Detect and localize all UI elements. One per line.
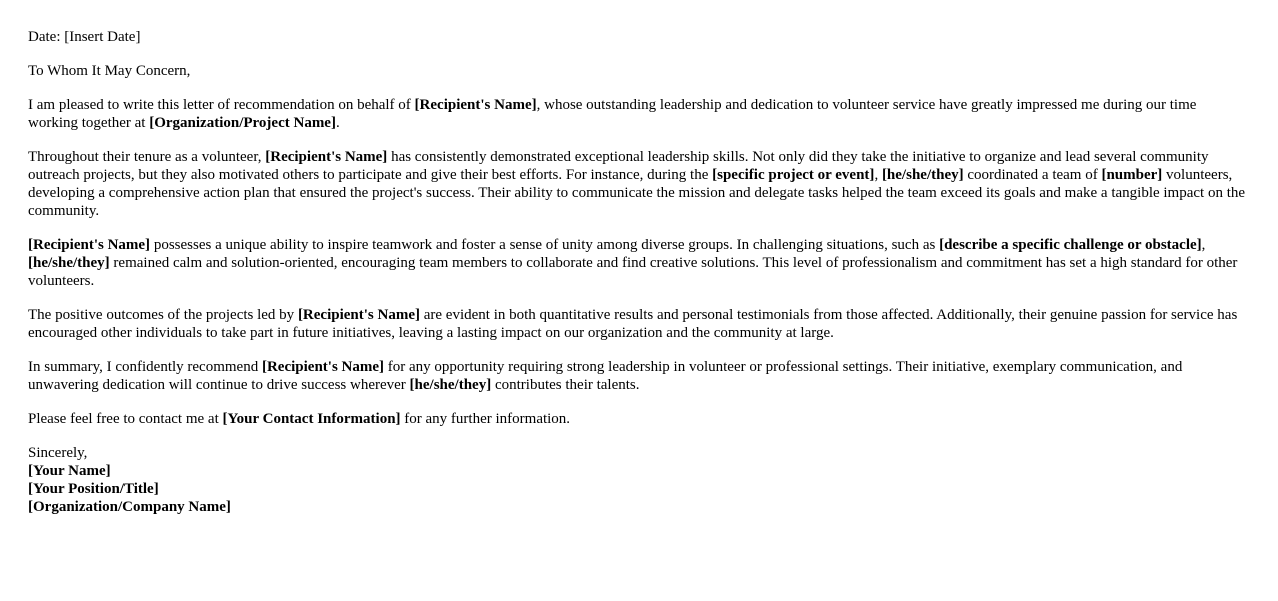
paragraph-summary bbox=[28, 358, 1250, 394]
text-run: , bbox=[1201, 237, 1206, 253]
text-run: , whose outstanding leadership and dedication to volunteer service have greatly impressed me during our time working together at bbox=[28, 97, 1197, 131]
placeholder-pronoun: [he/she/they] bbox=[28, 255, 110, 271]
placeholder-recipient-name: [Recipient's Name] bbox=[261, 359, 385, 375]
placeholder-recipient-name: [Recipient's Name] bbox=[414, 97, 537, 113]
paragraph-leadership bbox=[28, 148, 1250, 220]
recommendation-letter bbox=[28, 28, 1250, 532]
text-run: Please feel free to contact me at bbox=[28, 411, 223, 427]
placeholder-contact-information: [Your Contact Information] bbox=[222, 411, 401, 427]
text-run: , bbox=[874, 167, 882, 183]
placeholder-recipient-name: [Recipient's Name] bbox=[297, 307, 420, 323]
date-text: Date: [Insert Date] bbox=[28, 29, 141, 45]
text-run: . bbox=[335, 115, 340, 131]
placeholder-challenge: [describe a specific challenge or obstacle] bbox=[939, 237, 1202, 253]
text-run: volunteers, developing a comprehensive action plan that ensured the project's success. Their ability to communicate the mission and delegate tasks helped the team exceed its goals and make a tangible impact on the community. bbox=[28, 167, 1246, 219]
text-run: has consistently demonstrated exceptional leadership skills. Not only did they take the initiative to organize and lead several community outreach projects, but they also motivated others to participate and give their best efforts. For instance, during the bbox=[28, 149, 1209, 183]
date-line bbox=[28, 28, 1250, 46]
placeholder-organization-company: [Organization/Company Name] bbox=[28, 499, 231, 515]
salutation-text: To Whom It May Concern, bbox=[28, 63, 191, 79]
text-run: coordinated a team of bbox=[963, 167, 1102, 183]
text-run: In summary, I confidently recommend bbox=[28, 359, 262, 375]
text-run: contributes their talents. bbox=[491, 377, 640, 393]
text-run: The positive outcomes of the projects led by bbox=[28, 307, 298, 323]
salutation bbox=[28, 62, 1250, 80]
placeholder-recipient-name: [Recipient's Name] bbox=[28, 237, 151, 253]
paragraph-contact bbox=[28, 410, 1250, 428]
placeholder-specific-project: [specific project or event] bbox=[712, 167, 875, 183]
paragraph-intro bbox=[28, 96, 1250, 132]
paragraph-outcomes bbox=[28, 306, 1250, 342]
placeholder-number: [number] bbox=[1101, 167, 1163, 183]
text-run: Throughout their tenure as a volunteer, bbox=[28, 149, 266, 165]
placeholder-pronoun: [he/she/they] bbox=[881, 167, 964, 183]
placeholder-your-position: [Your Position/Title] bbox=[28, 481, 159, 497]
placeholder-pronoun: [he/she/they] bbox=[409, 377, 492, 393]
text-run: I am pleased to write this letter of recommendation on behalf of bbox=[28, 97, 415, 113]
text-run: are evident in both quantitative results and personal testimonials from those affected. Additionally, their genuine passion for service has encouraged other individuals to take part in future initiatives, leaving a lasting impact on our organization and the community at large. bbox=[28, 307, 1238, 341]
placeholder-recipient-name: [Recipient's Name] bbox=[265, 149, 388, 165]
placeholder-organization-project: [Organization/Project Name] bbox=[149, 115, 336, 131]
text-run: possesses a unique ability to inspire teamwork and foster a sense of unity among diverse groups. In challenging situations, such as bbox=[150, 237, 940, 253]
text-run: remained calm and solution-oriented, encouraging team members to collaborate and find creative solutions. This level of professionalism and commitment has set a high standard for other volunteers. bbox=[28, 255, 1238, 289]
placeholder-your-name: [Your Name] bbox=[28, 463, 111, 479]
text-run: for any opportunity requiring strong leadership in volunteer or professional settings. Their initiative, exemplary communication, and unwavering dedication will continue to drive success wherever bbox=[28, 359, 1183, 393]
closing-sincerely: Sincerely, bbox=[28, 445, 88, 461]
signature-block bbox=[28, 444, 1250, 516]
text-run: for any further information. bbox=[400, 411, 571, 427]
paragraph-teamwork bbox=[28, 236, 1250, 290]
